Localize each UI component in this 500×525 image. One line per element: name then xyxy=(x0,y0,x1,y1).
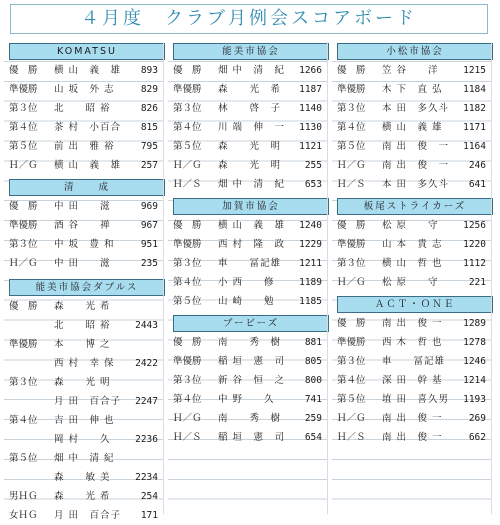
rank-label: Ｈ／Ｓ xyxy=(337,432,366,443)
player-name: 松 原 守 xyxy=(382,277,439,288)
score-row xyxy=(6,354,160,373)
player-name: 山 崎 勉 xyxy=(218,296,275,307)
rank-label: 準優勝 xyxy=(173,239,202,250)
score-row xyxy=(334,390,488,409)
score-row xyxy=(6,506,160,525)
score-value: 826 xyxy=(140,103,158,114)
club-header-itao-strikers: 板尾ストライカーズ xyxy=(337,198,493,215)
rank-label: 第４位 xyxy=(173,277,202,288)
score-row xyxy=(6,118,160,137)
score-row xyxy=(6,254,160,273)
score-row xyxy=(6,335,160,354)
score-value: 795 xyxy=(140,141,158,152)
player-name: 森 光 明 xyxy=(218,141,282,152)
score-value: 654 xyxy=(304,432,322,443)
player-name: 南 出 俊 一 xyxy=(382,160,450,171)
player-name: 森 光 明 xyxy=(218,160,282,171)
score-row xyxy=(6,373,160,392)
rank-label: Ｈ／Ｇ xyxy=(9,160,38,171)
score-value: 1289 xyxy=(463,318,486,329)
score-value: 805 xyxy=(304,356,322,367)
score-row xyxy=(170,118,324,137)
score-value: 829 xyxy=(140,84,158,95)
player-name: 横 山 義 雄 xyxy=(54,160,122,171)
rank-label: 第４位 xyxy=(173,394,202,405)
player-name: 本 博 之 xyxy=(54,339,111,350)
player-name: 横 山 哲 也 xyxy=(382,258,443,269)
score-row xyxy=(170,235,324,254)
score-row xyxy=(170,352,324,371)
club-header-seisei: 清 成 xyxy=(9,179,165,196)
score-value: 951 xyxy=(140,239,158,250)
score-row xyxy=(6,216,160,235)
club-header-nomi: 能美市協会 xyxy=(173,43,329,60)
score-row xyxy=(170,137,324,156)
score-value: 2422 xyxy=(135,358,158,369)
player-name: 前 出 雅 裕 xyxy=(54,141,115,152)
score-row xyxy=(334,216,488,235)
score-value: 246 xyxy=(468,160,486,171)
rank-label: Ｈ／Ｓ xyxy=(173,432,202,443)
player-name: 南 出 俊 一 xyxy=(382,413,443,424)
score-row xyxy=(334,80,488,99)
rank-label: 第３位 xyxy=(173,103,202,114)
player-name: 山 本 貴 志 xyxy=(382,239,443,250)
score-row xyxy=(334,428,488,447)
player-name: 南 出 俊 一 xyxy=(382,432,443,443)
rank-label: Ｈ／Ｇ xyxy=(173,160,202,171)
player-name: 木 下 直 弘 xyxy=(382,84,443,95)
score-value: 1246 xyxy=(463,356,486,367)
score-value: 1193 xyxy=(463,394,486,405)
score-value: 969 xyxy=(140,201,158,212)
player-name: 松 原 守 xyxy=(382,220,439,231)
club-header-doubles: 能美市協会ダブルス xyxy=(9,279,165,296)
score-row xyxy=(6,392,160,411)
rank-label: 優 勝 xyxy=(173,337,202,348)
score-value: 800 xyxy=(304,375,322,386)
score-value: 1184 xyxy=(463,84,486,95)
player-name: 森 光 希 xyxy=(54,491,111,502)
player-name: 南 出 俊 一 xyxy=(382,141,450,152)
player-name: 南 出 俊 一 xyxy=(382,318,443,329)
score-value: 893 xyxy=(140,65,158,76)
score-row xyxy=(170,175,324,194)
rank-label: Ｈ／Ｓ xyxy=(337,179,366,190)
score-value: 2236 xyxy=(135,434,158,445)
rank-label: 第５位 xyxy=(173,296,202,307)
player-name: 川 端 伸 一 xyxy=(218,122,286,133)
score-row xyxy=(6,297,160,316)
rank-label: 準優勝 xyxy=(337,239,366,250)
score-value: 1211 xyxy=(299,258,322,269)
score-value: 653 xyxy=(304,179,322,190)
score-row xyxy=(170,333,324,352)
player-name: 畑 中 清 紀 xyxy=(54,453,115,464)
rank-label: 準優勝 xyxy=(9,220,38,231)
page-title: ４月度 クラブ月例会スコアボード xyxy=(10,4,488,34)
player-name: 西 村 幸 保 xyxy=(54,358,115,369)
score-row xyxy=(6,61,160,80)
player-name: 中 坂 豊 和 xyxy=(54,239,115,250)
rank-label: 優 勝 xyxy=(337,65,366,76)
player-name: 北 昭 裕 xyxy=(54,103,111,114)
club-header-boobies: ブービーズ xyxy=(173,315,329,332)
rank-label: 第４位 xyxy=(337,375,366,386)
score-value: 1140 xyxy=(299,103,322,114)
column-right xyxy=(332,42,492,514)
player-name: 横 山 義 雄 xyxy=(218,220,286,231)
rank-label: 準優勝 xyxy=(9,339,38,350)
rank-label: 第４位 xyxy=(9,415,38,426)
player-name: 森 光 希 xyxy=(218,84,282,95)
club-header-komatsu: KOMATSU xyxy=(9,43,165,60)
player-name: 岡 村 久 xyxy=(54,434,111,445)
score-value: 1164 xyxy=(463,141,486,152)
player-name: 森 光 明 xyxy=(54,377,111,388)
rank-label: 第３位 xyxy=(337,103,366,114)
score-row xyxy=(170,371,324,390)
score-value: 1130 xyxy=(299,122,322,133)
score-row xyxy=(6,197,160,216)
score-value: 1171 xyxy=(463,122,486,133)
player-name: 新 谷 恒 之 xyxy=(218,375,286,386)
score-value: 235 xyxy=(140,258,158,269)
score-row xyxy=(6,487,160,506)
player-name: 畑 中 清 紀 xyxy=(218,65,286,76)
rank-label: 優 勝 xyxy=(337,220,366,231)
column-middle xyxy=(168,42,328,514)
score-row xyxy=(170,292,324,311)
score-value: 269 xyxy=(468,413,486,424)
score-value: 1256 xyxy=(463,220,486,231)
player-name: 埴 田 喜久男 xyxy=(382,394,450,405)
player-name: 中 田 滋 xyxy=(54,258,111,269)
score-row xyxy=(6,468,160,487)
score-value: 257 xyxy=(140,160,158,171)
score-value: 1185 xyxy=(299,296,322,307)
player-name: 車 冨記雄 xyxy=(218,258,282,269)
rank-label: 女ＨＧ xyxy=(9,510,38,521)
score-value: 1112 xyxy=(463,258,486,269)
score-value: 815 xyxy=(140,122,158,133)
player-name: 南 秀 樹 xyxy=(218,413,282,424)
score-row xyxy=(170,61,324,80)
score-value: 1266 xyxy=(299,65,322,76)
club-header-kaga: 加賀市協会 xyxy=(173,198,329,215)
player-name: 月 田 百合子 xyxy=(54,510,122,521)
rank-label: 第４位 xyxy=(173,122,202,133)
player-name: 中 田 滋 xyxy=(54,201,111,212)
rank-label: 優 勝 xyxy=(9,301,38,312)
player-name: 笠 谷 洋 xyxy=(382,65,439,76)
score-value: 1278 xyxy=(463,337,486,348)
rank-label: 第４位 xyxy=(9,122,38,133)
score-row xyxy=(6,316,160,335)
rank-label: Ｈ／Ｓ xyxy=(173,179,202,190)
rank-label: 優 勝 xyxy=(9,65,38,76)
score-row xyxy=(334,118,488,137)
player-name: 北 昭 裕 xyxy=(54,320,111,331)
score-value: 254 xyxy=(140,491,158,502)
score-row xyxy=(334,273,488,292)
score-row xyxy=(334,175,488,194)
player-name: 横 山 義 雄 xyxy=(382,122,443,133)
rank-label: 第５位 xyxy=(173,141,202,152)
score-value: 1214 xyxy=(463,375,486,386)
rank-label: 準優勝 xyxy=(173,356,202,367)
score-value: 1215 xyxy=(463,65,486,76)
player-name: 小 西 修 xyxy=(218,277,275,288)
rank-label: 第５位 xyxy=(9,453,38,464)
player-name: 稲 垣 憲 司 xyxy=(218,356,286,367)
rank-label: 優 勝 xyxy=(337,318,366,329)
rank-label: 第３位 xyxy=(9,103,38,114)
score-row xyxy=(6,411,160,430)
score-row xyxy=(170,390,324,409)
score-value: 741 xyxy=(304,394,322,405)
rank-label: 優 勝 xyxy=(9,201,38,212)
club-header-act-one: ＡＣＴ・ＯＮＥ xyxy=(337,296,493,313)
score-value: 171 xyxy=(140,510,158,521)
rank-label: 第３位 xyxy=(9,377,38,388)
player-name: 山 坂 外 志 xyxy=(54,84,115,95)
score-value: 221 xyxy=(468,277,486,288)
player-name: 林 啓 子 xyxy=(218,103,282,114)
score-value: 967 xyxy=(140,220,158,231)
score-value: 1182 xyxy=(463,103,486,114)
player-name: 森 光 希 xyxy=(54,301,111,312)
score-row xyxy=(334,61,488,80)
rank-label: Ｈ／Ｇ xyxy=(173,413,202,424)
score-row xyxy=(170,216,324,235)
rank-label: 第３位 xyxy=(173,375,202,386)
score-row xyxy=(170,99,324,118)
score-row xyxy=(334,409,488,428)
player-name: 西 村 隆 政 xyxy=(218,239,286,250)
rank-label: 第３位 xyxy=(337,356,366,367)
score-row xyxy=(334,156,488,175)
player-name: 森 敏 美 xyxy=(54,472,111,483)
score-value: 1229 xyxy=(299,239,322,250)
player-name: 酒 谷 禅 xyxy=(54,220,111,231)
rank-label: 第３位 xyxy=(173,258,202,269)
rank-label: 第５位 xyxy=(9,141,38,152)
rank-label: 準優勝 xyxy=(9,84,38,95)
score-value: 1187 xyxy=(299,84,322,95)
rank-label: Ｈ／Ｇ xyxy=(337,413,366,424)
score-value: 881 xyxy=(304,337,322,348)
rank-label: 準優勝 xyxy=(337,337,366,348)
rank-label: 第５位 xyxy=(337,141,366,152)
rank-label: Ｈ／Ｇ xyxy=(337,160,366,171)
score-row xyxy=(6,449,160,468)
player-name: 深 田 幹 基 xyxy=(382,375,443,386)
score-value: 641 xyxy=(468,179,486,190)
score-row xyxy=(6,235,160,254)
score-value: 1240 xyxy=(299,220,322,231)
score-value: 259 xyxy=(304,413,322,424)
rank-label: 第５位 xyxy=(337,394,366,405)
score-row xyxy=(170,273,324,292)
rank-label: Ｈ／Ｇ xyxy=(337,277,366,288)
score-row xyxy=(334,254,488,273)
score-value: 2443 xyxy=(135,320,158,331)
score-value: 1189 xyxy=(299,277,322,288)
score-row xyxy=(170,428,324,447)
score-row xyxy=(170,254,324,273)
rank-label: 準優勝 xyxy=(337,84,366,95)
score-row xyxy=(334,371,488,390)
score-row xyxy=(170,156,324,175)
score-row xyxy=(334,333,488,352)
player-name: 茶 村 小百合 xyxy=(54,122,122,133)
player-name: 横 山 義 雄 xyxy=(54,65,122,76)
player-name: 西 木 哲 也 xyxy=(382,337,443,348)
rank-label: Ｈ／Ｇ xyxy=(9,258,38,269)
score-value: 255 xyxy=(304,160,322,171)
score-row xyxy=(334,99,488,118)
score-row xyxy=(6,99,160,118)
player-name: 月 田 百合子 xyxy=(54,396,122,407)
rank-label: 準優勝 xyxy=(173,84,202,95)
column-left xyxy=(4,42,164,521)
score-row xyxy=(170,409,324,428)
score-value: 2234 xyxy=(135,472,158,483)
score-row xyxy=(170,80,324,99)
score-row xyxy=(6,430,160,449)
player-name: 畑 中 清 紀 xyxy=(218,179,286,190)
score-row xyxy=(334,235,488,254)
player-name: 本 田 多久斗 xyxy=(382,179,450,190)
rank-label: 優 勝 xyxy=(173,220,202,231)
score-row xyxy=(6,156,160,175)
rank-label: 優 勝 xyxy=(173,65,202,76)
rank-label: 第３位 xyxy=(9,239,38,250)
score-row xyxy=(334,314,488,333)
score-row xyxy=(6,137,160,156)
player-name: 稲 垣 憲 司 xyxy=(218,432,286,443)
score-row xyxy=(6,80,160,99)
player-name: 車 冨記雄 xyxy=(382,356,446,367)
score-value: 1220 xyxy=(463,239,486,250)
rank-label: 第４位 xyxy=(337,122,366,133)
rank-label: 男ＨＧ xyxy=(9,491,38,502)
player-name: 中 野 久 xyxy=(218,394,275,405)
player-name: 吉 田 伸 也 xyxy=(54,415,115,426)
score-value: 662 xyxy=(468,432,486,443)
club-header-komatsu-city: 小松市協会 xyxy=(337,43,493,60)
score-row xyxy=(334,137,488,156)
score-row xyxy=(334,352,488,371)
rank-label: 第３位 xyxy=(337,258,366,269)
player-name: 南 秀 樹 xyxy=(218,337,282,348)
player-name: 本 田 多久斗 xyxy=(382,103,450,114)
score-value: 2247 xyxy=(135,396,158,407)
score-value: 1121 xyxy=(299,141,322,152)
